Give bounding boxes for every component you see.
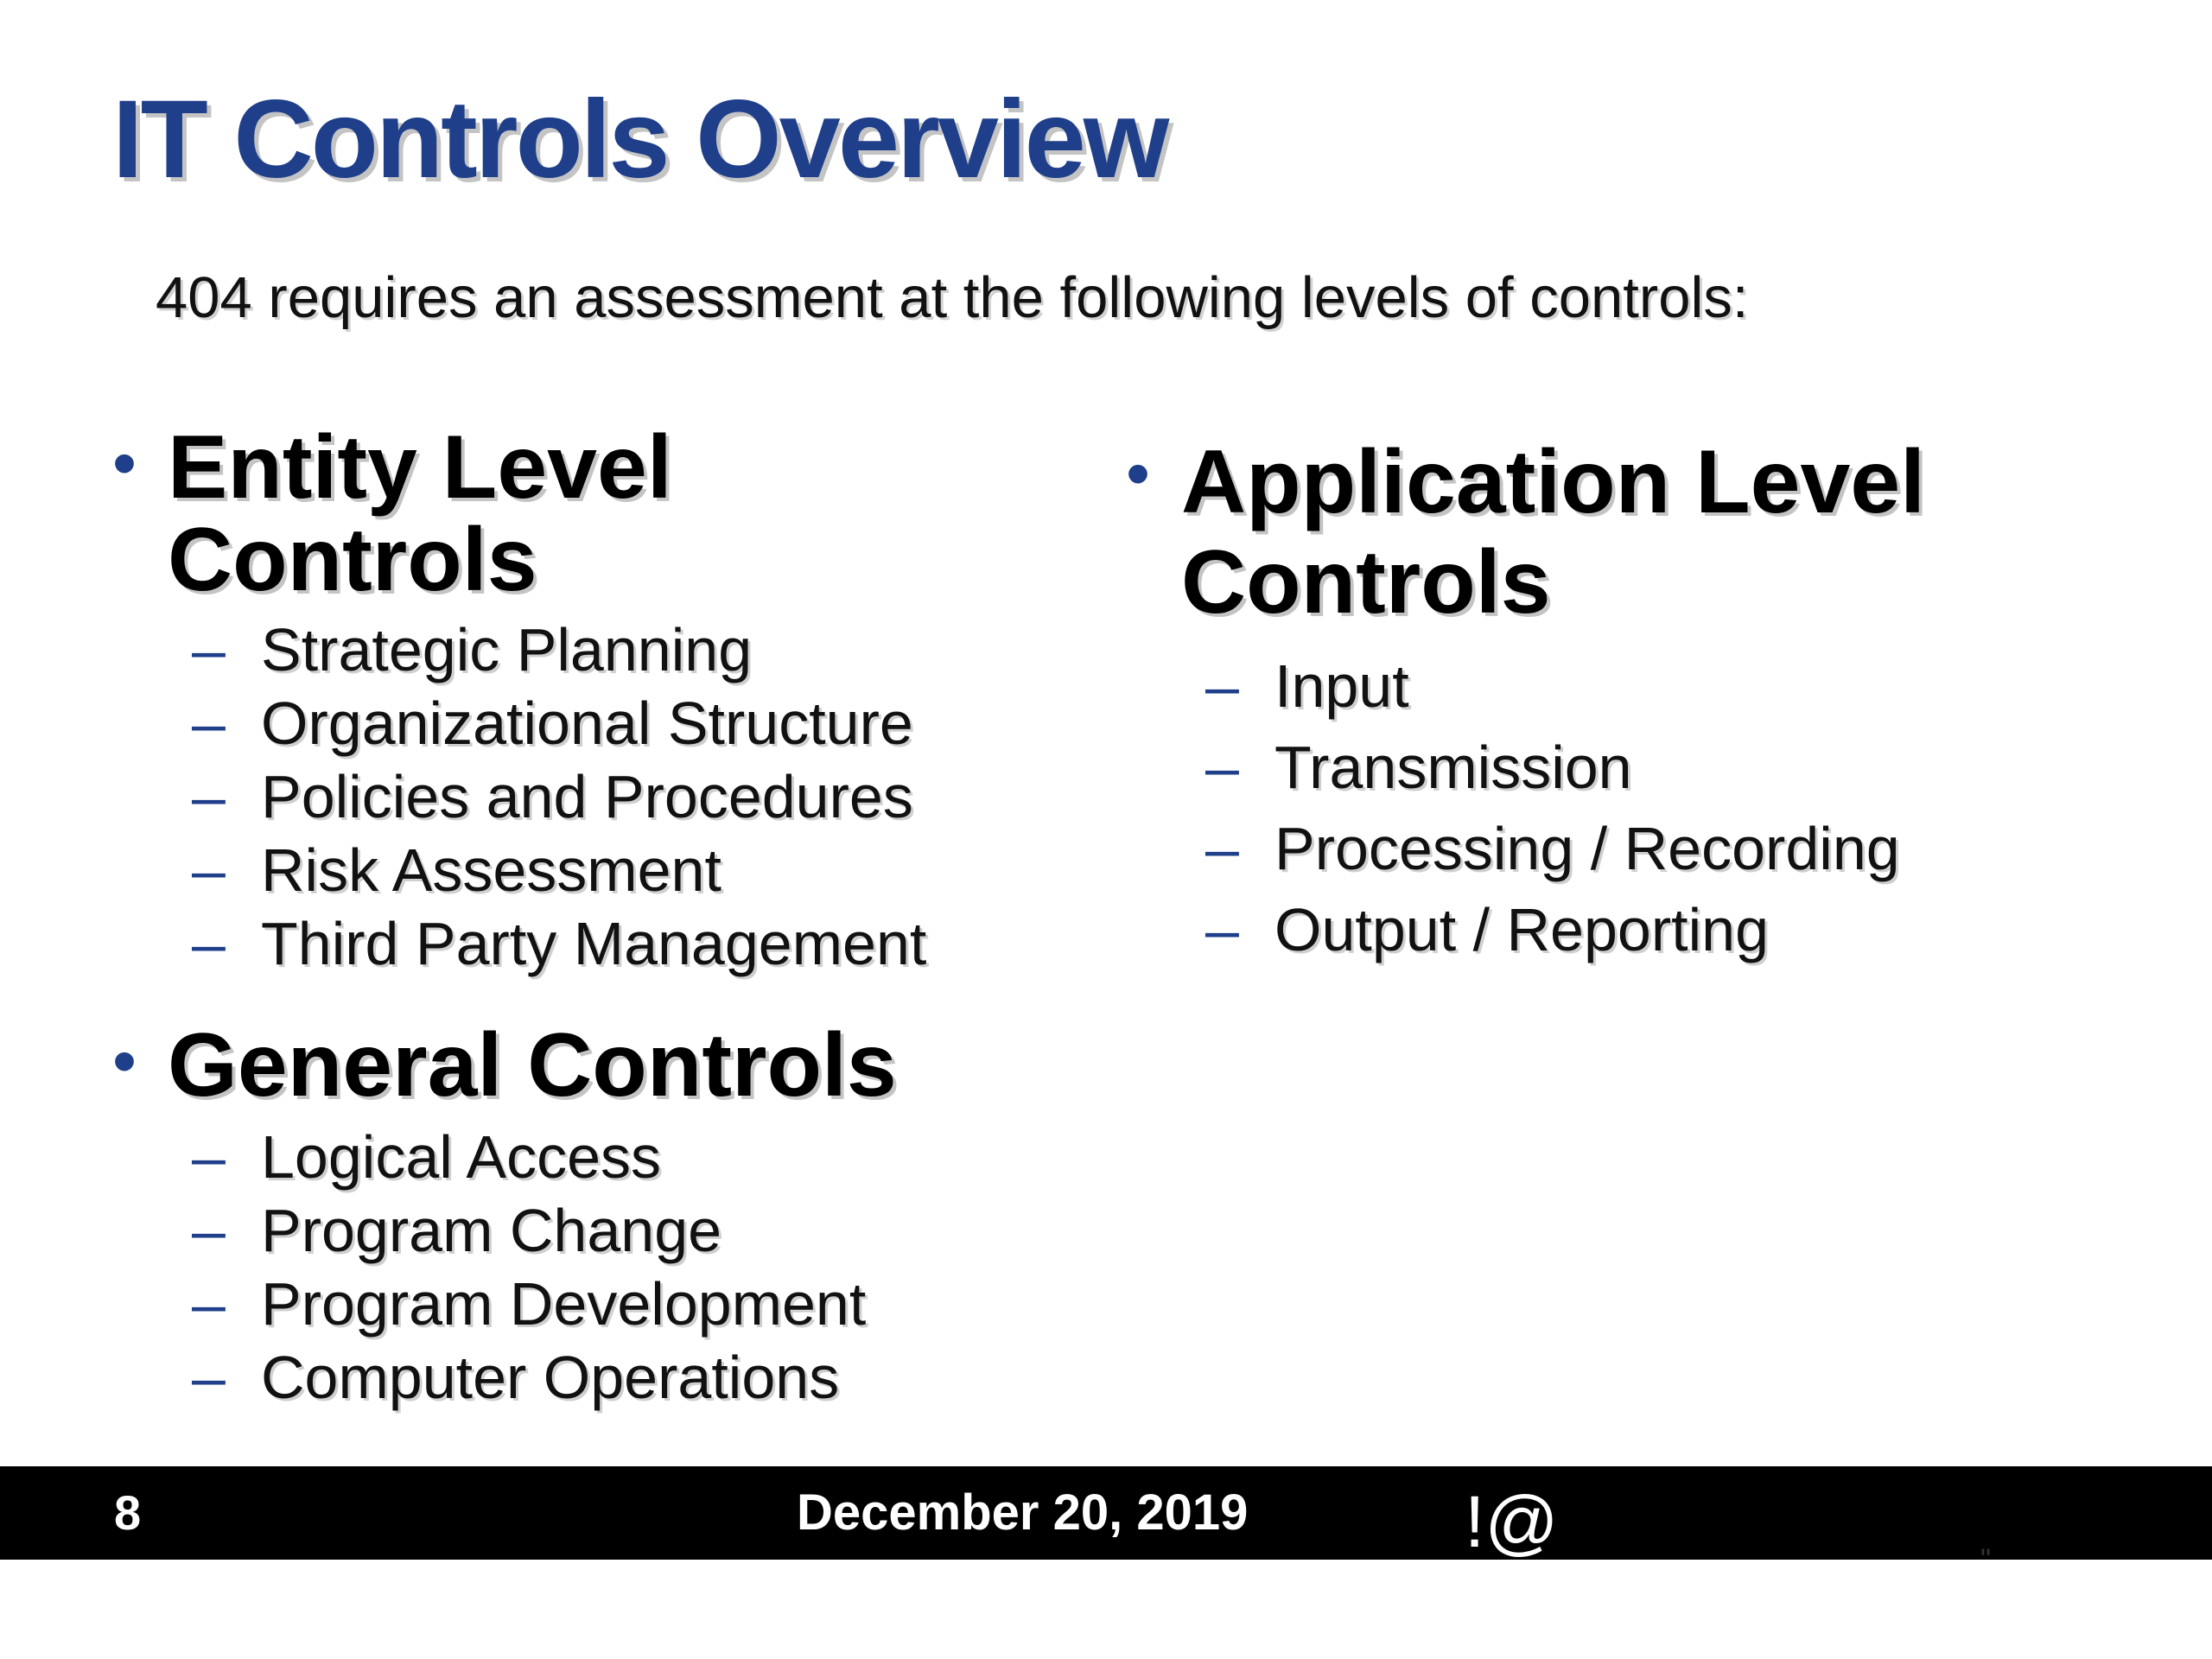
item-label: Program Change <box>261 1197 722 1265</box>
application-level-list <box>1205 645 2120 970</box>
list-item <box>192 613 1063 687</box>
entity-level-title-line1: Entity Level <box>168 417 672 518</box>
list-item <box>192 760 1063 834</box>
list-item <box>192 1194 1063 1268</box>
general-controls-heading <box>112 1015 1063 1116</box>
entity-level-list <box>192 613 1063 981</box>
slide-title: IT Controls Overview <box>112 78 1167 201</box>
dash-icon: – <box>192 1197 226 1265</box>
dash-icon: – <box>192 763 226 831</box>
entity-level-title-line2: Controls <box>168 510 537 611</box>
entity-level-section <box>112 417 1063 981</box>
footer-bar <box>0 1466 2212 1560</box>
list-item <box>1205 808 2120 889</box>
item-label: Third Party Management <box>261 910 927 978</box>
item-label: Strategic Planning <box>261 616 753 684</box>
item-label: Program Development <box>261 1270 867 1338</box>
list-item <box>192 834 1063 907</box>
dash-icon: – <box>1205 733 1239 801</box>
item-label: Risk Assessment <box>261 836 721 905</box>
application-level-section <box>1126 432 2120 970</box>
list-item <box>192 1268 1063 1341</box>
list-item <box>192 1121 1063 1194</box>
dash-icon: – <box>1205 895 1239 963</box>
bullet-icon: • <box>1126 435 1151 512</box>
stray-mark: " <box>1980 1543 1992 1576</box>
intro-text: 404 requires an assessment at the following levels of controls: <box>156 265 1749 330</box>
entity-level-heading <box>112 417 1063 611</box>
dash-icon: – <box>192 1344 226 1412</box>
item-label: Computer Operations <box>261 1344 840 1412</box>
dash-icon: – <box>192 1123 226 1192</box>
item-label: Transmission <box>1274 733 1632 801</box>
item-label: Processing / Recording <box>1274 814 1900 882</box>
page-number: 8 <box>114 1485 142 1540</box>
list-item <box>192 907 1063 981</box>
dash-icon: – <box>192 1270 226 1338</box>
item-label: Output / Reporting <box>1274 895 1769 963</box>
dash-icon: – <box>192 690 226 758</box>
bullet-icon: • <box>112 1022 137 1099</box>
footer-mark: !@ <box>1465 1481 1559 1562</box>
general-controls-section <box>112 1015 1063 1414</box>
dash-icon: – <box>1205 814 1239 882</box>
dash-icon: – <box>1205 652 1239 720</box>
dash-icon: – <box>192 616 226 684</box>
application-level-title-line2: Controls <box>1181 532 1551 633</box>
application-level-title-line1: Application Level <box>1181 432 1926 532</box>
application-level-heading <box>1126 432 2120 633</box>
general-controls-title: General Controls <box>168 1015 897 1116</box>
list-item <box>192 1341 1063 1414</box>
bullet-icon: • <box>112 424 137 501</box>
footer-date: December 20, 2019 <box>797 1484 1249 1541</box>
application-level-title <box>1181 432 2120 633</box>
item-label: Organizational Structure <box>261 690 913 758</box>
list-item <box>1205 645 2120 727</box>
dash-icon: – <box>192 910 226 978</box>
list-item <box>1205 889 2120 970</box>
dash-icon: – <box>192 836 226 905</box>
item-label: Input <box>1274 652 1409 720</box>
list-item <box>1205 727 2120 808</box>
entity-level-title <box>168 417 1063 611</box>
list-item <box>192 687 1063 760</box>
item-label: Logical Access <box>261 1123 662 1192</box>
general-controls-list <box>192 1121 1063 1414</box>
item-label: Policies and Procedures <box>261 763 913 831</box>
